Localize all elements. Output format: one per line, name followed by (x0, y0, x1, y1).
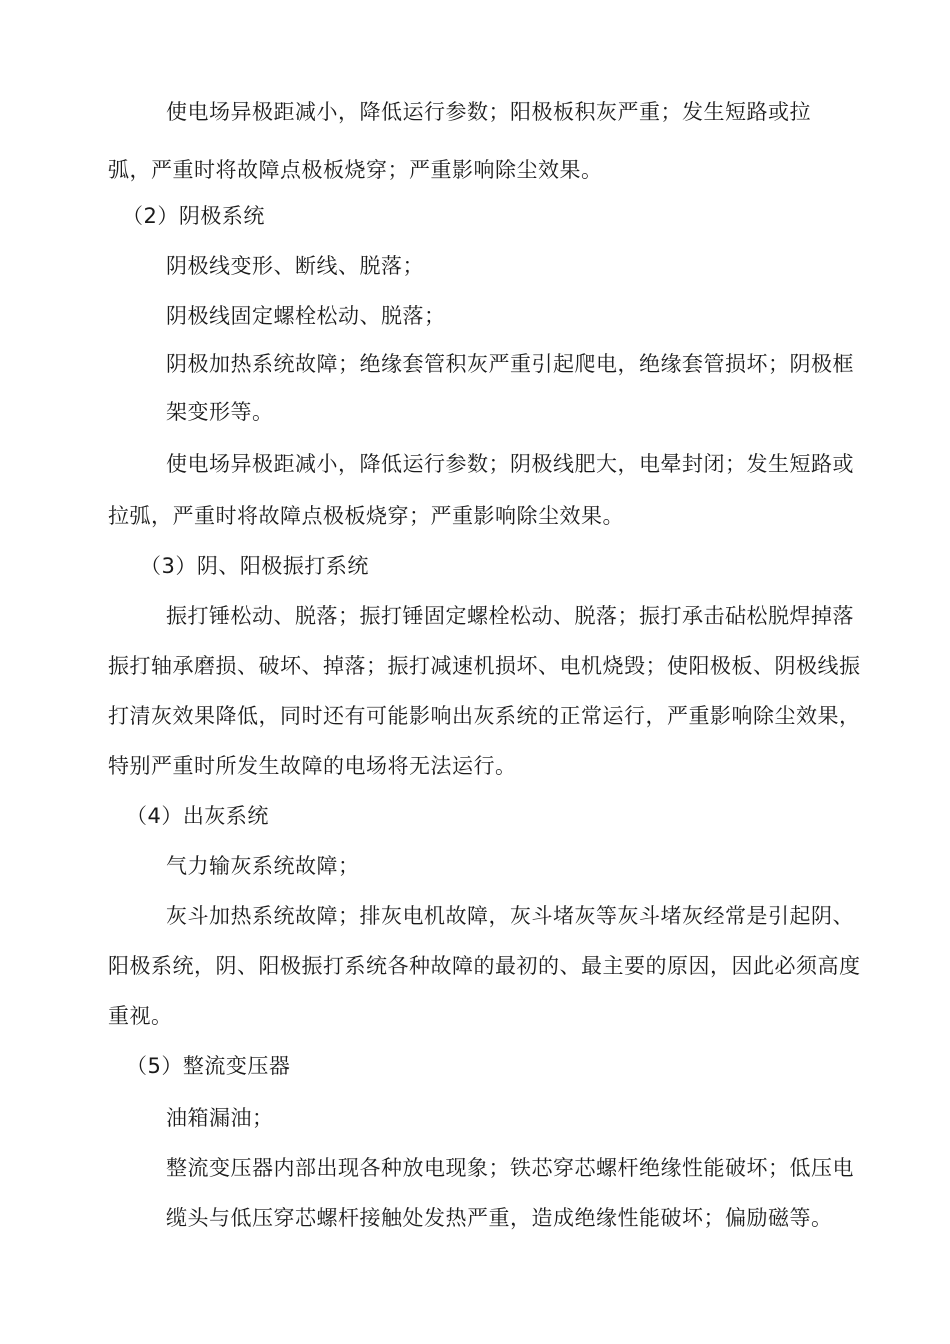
paragraph-line: 缆头与低压穿芯螺杆接触处发热严重，造成绝缘性能破坏；偏励磁等。 (166, 1206, 833, 1230)
paragraph-line: 油箱漏油； (166, 1106, 274, 1130)
paragraph-line: 振打锤松动、脱落；振打锤固定螺栓松动、脱落；振打承击砧松脱焊掉落 (166, 604, 854, 628)
paragraph-line: 使电场异极距减小，降低运行参数；阴极线肥大，电晕封闭；发生短路或 (166, 452, 854, 476)
paragraph-line: 阳极系统，阴、阳极振打系统各种故障的最初的、最主要的原因，因此必须高度 (108, 954, 861, 978)
paragraph-line: 阴极加热系统故障；绝缘套管积灰严重引起爬电，绝缘套管损坏；阴极框 (166, 352, 854, 376)
paragraph-line: 使电场异极距减小，降低运行参数；阳极板积灰严重；发生短路或拉 (166, 100, 811, 124)
section-heading-ash-system: （4）出灰系统 (126, 804, 269, 828)
paragraph-line: 气力输灰系统故障； (166, 854, 360, 878)
section-heading-rapping-system: （3）阴、阳极振打系统 (140, 554, 369, 578)
paragraph-line: 振打轴承磨损、破坏、掉落；振打减速机损坏、电机烧毁；使阳极板、阴极线振 (108, 654, 861, 678)
paragraph-line: 弧，严重时将故障点极板烧穿；严重影响除尘效果。 (108, 158, 603, 182)
paragraph-line: 特别严重时所发生故障的电场将无法运行。 (108, 754, 517, 778)
paragraph-line: 整流变压器内部出现各种放电现象；铁芯穿芯螺杆绝缘性能破坏；低压电 (166, 1156, 854, 1180)
paragraph-line: 拉弧，严重时将故障点极板烧穿；严重影响除尘效果。 (108, 504, 624, 528)
paragraph-line: 打清灰效果降低，同时还有可能影响出灰系统的正常运行，严重影响除尘效果， (108, 704, 861, 728)
paragraph-line: 架变形等。 (166, 400, 274, 424)
paragraph-line: 阴极线变形、断线、脱落； (166, 254, 424, 278)
paragraph-line: 灰斗加热系统故障；排灰电机故障，灰斗堵灰等灰斗堵灰经常是引起阴、 (166, 904, 854, 928)
section-heading-rectifier-transformer: （5）整流变压器 (126, 1054, 291, 1078)
paragraph-line: 重视。 (108, 1004, 173, 1028)
section-heading-cathode-system: （2）阴极系统 (122, 204, 265, 228)
paragraph-line: 阴极线固定螺栓松动、脱落； (166, 304, 446, 328)
